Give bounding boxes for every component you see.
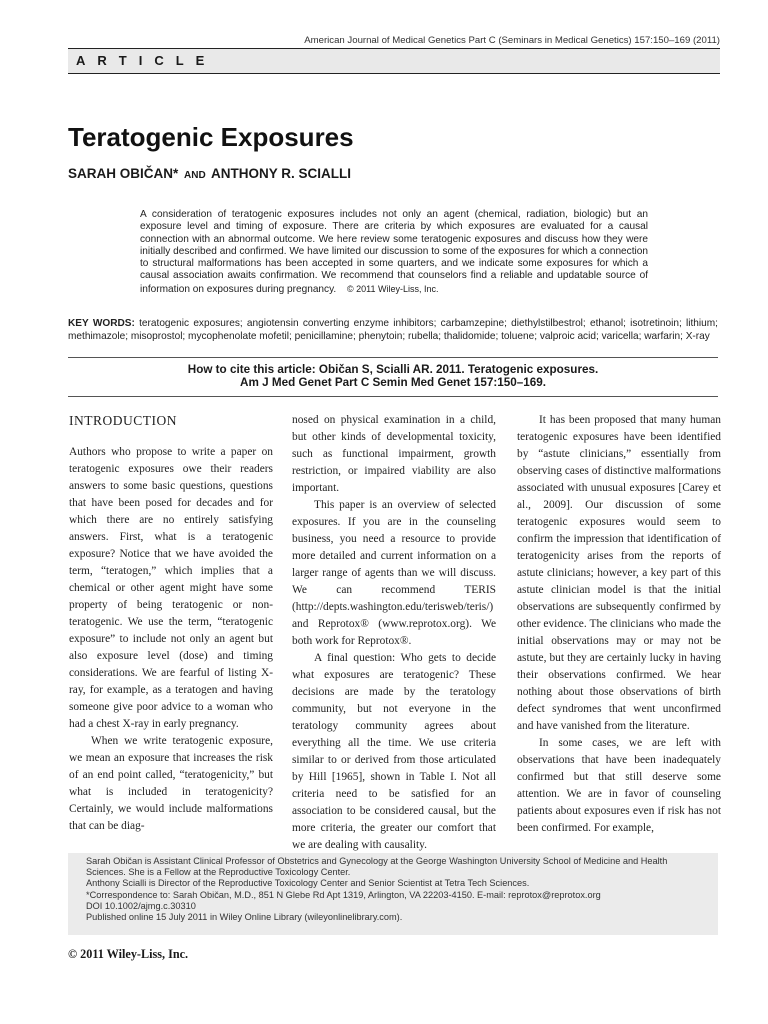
footnote-line: Anthony Scialli is Director of the Reproductive Toxicology Center and Senior Scientist at Tetra Tech Sciences. bbox=[86, 878, 530, 889]
body-paragraph: A final question: Who gets to decide what exposures are teratogenic? These decisions are made by the teratology community, but not everyone in the teratology community agrees about everything all the time. We use criteria similar to or derived from those articulated by Hill [1965], shown in Table I. Not all criteria need to be satisfied for an association to be considered causal, but the more criteria, the greater our comfort that we are dealing with causality. bbox=[292, 652, 496, 851]
keywords-label: KEY WORDS: bbox=[68, 318, 135, 329]
footnote-correspondence: *Correspondence to: Sarah Običan, M.D., 851 N Glebe Rd Apt 1319, Arlington, VA 22203-4150. E-mail: reprotox@reprotox.org bbox=[86, 889, 601, 900]
keywords-text: teratogenic exposures; angiotensin converting enzyme inhibitors; carbamzepine; diethylstilbestrol; ethanol; isotretinoin; lithium; methimazole; misoprostol; mycophenolate mofetil; penicillamine; phenytoin; rubella; thalidomide; toluene; valproic acid; varicella; warfarin; X-ray bbox=[68, 318, 718, 342]
abstract-copyright: © 2011 Wiley-Liss, Inc. bbox=[347, 283, 439, 294]
keywords bbox=[68, 318, 718, 343]
body-paragraph: It has been proposed that many human teratogenic exposures have been identified by “astute clinicians,” essentially from observing cases of distinctive malformations associated with unusual exposures [Carey et al., 2009]. Our discussion of some teratogenic exposures would seem to confirm the impression that identification of teratogenicity arises from the reports of astute clinicians; however, a key part of this astute clinician model is that the initial observations are subsequently confirmed by other evidence. The clinicians who made the initial observations may or may not be astute, but they are certainly lucky in having their observations confirmed. We hear nothing about those observations of birth defect syndromes that went unconfirmed and have vanished from the literature. bbox=[517, 414, 721, 732]
article-title: Teratogenic Exposures bbox=[68, 122, 354, 152]
page-copyright: © 2011 Wiley-Liss, Inc. bbox=[68, 947, 189, 961]
body-column-1 bbox=[69, 412, 273, 835]
author-footnote-box bbox=[68, 853, 718, 935]
author-1: SARAH OBIČAN* bbox=[68, 166, 179, 181]
footnote-doi: DOI 10.1002/ajmg.c.30310 bbox=[86, 900, 196, 911]
body-column-3 bbox=[517, 412, 721, 837]
citation-box bbox=[68, 357, 718, 397]
running-head: American Journal of Medical Genetics Part C (Seminars in Medical Genetics) 157:150–169 (2011) bbox=[304, 35, 720, 46]
body-paragraph: In some cases, we are left with observations that have been inadequately confirmed but that still deserve some attention. We are in favor of counseling patients about exposures even if risk has not been confirmed. For example, bbox=[517, 737, 721, 834]
body-column-2 bbox=[292, 412, 496, 854]
author-conjunction: AND bbox=[184, 170, 206, 181]
article-type-banner bbox=[68, 48, 720, 74]
footnote-published: Published online 15 July 2011 in Wiley Online Library (wileyonlinelibrary.com). bbox=[86, 912, 403, 923]
body-paragraph: nosed on physical examination in a child, but other kinds of developmental toxicity, such as functional impairment, growth restriction, or impaired viability are also important. bbox=[292, 414, 496, 494]
footnote-line: Sarah Običan is Assistant Clinical Professor of Obstetrics and Gynecology at the George Washington University School of Medicine and Health Sciences. She is a Fellow at the Reproductive Toxicology Center. bbox=[86, 856, 668, 878]
citation-line-1: How to cite this article: Običan S, Scialli AR. 2011. Teratogenic exposures. bbox=[187, 363, 599, 376]
article-type-label: ARTICLE bbox=[76, 53, 217, 68]
author-2: ANTHONY R. SCIALLI bbox=[210, 166, 351, 181]
citation-line-2: Am J Med Genet Part C Semin Med Genet 157:150–169. bbox=[240, 376, 546, 389]
author-line bbox=[68, 166, 351, 181]
body-paragraph: When we write teratogenic exposure, we mean an exposure that increases the risk of an end point called, “teratogenicity,” but what is included in teratogenicity? Certainly, we would include malformations that can be diag- bbox=[69, 735, 273, 832]
abstract bbox=[140, 209, 648, 296]
abstract-text: A consideration of teratogenic exposures includes not only an agent (chemical, radiation, biologic) but an exposure level and timing of exposure. There are criteria by which exposures are evaluated for a causal connection with an abnormal outcome. We here review some teratogenic exposures and discuss how they were initially described and confirmed. We have limited our discussion to some of the exposures for which a connection to structural malformations has been accepted in some quarters, and we indicate some exposures for which a causal association awaits confirmation. We recommend that counselors find a reliable and updatable source of information on exposures during pregnancy. bbox=[140, 209, 648, 295]
section-heading: INTRODUCTION bbox=[69, 413, 177, 428]
body-paragraph: This paper is an overview of selected exposures. If you are in the counseling business, you need a resource to provide more detailed and current information on a larger range of agents than we will discuss. We can recommend TERIS (http://depts.washington.edu/terisweb/teris/) and Reprotox® (www.reprotox.org). We both work for Reprotox®. bbox=[292, 499, 496, 647]
body-paragraph: Authors who propose to write a paper on teratogenic exposures owe their readers answers to some basic questions, questions that have been posed for decades and for which there are no entirely satisfying answers. First, what is a teratogenic exposure? Notice that we have avoided the term, “teratogen,” which implies that a chemical or other agent might have some property of being teratogenic or non-teratogenic. We use the term, “teratogenic exposure” to include not only an agent but also exposure level (dose) and timing considerations. We are fearful of listing X-ray, for example, as a teratogen and having someone give poor advice to a woman who had a chest X-ray in early pregnancy. bbox=[69, 446, 273, 730]
